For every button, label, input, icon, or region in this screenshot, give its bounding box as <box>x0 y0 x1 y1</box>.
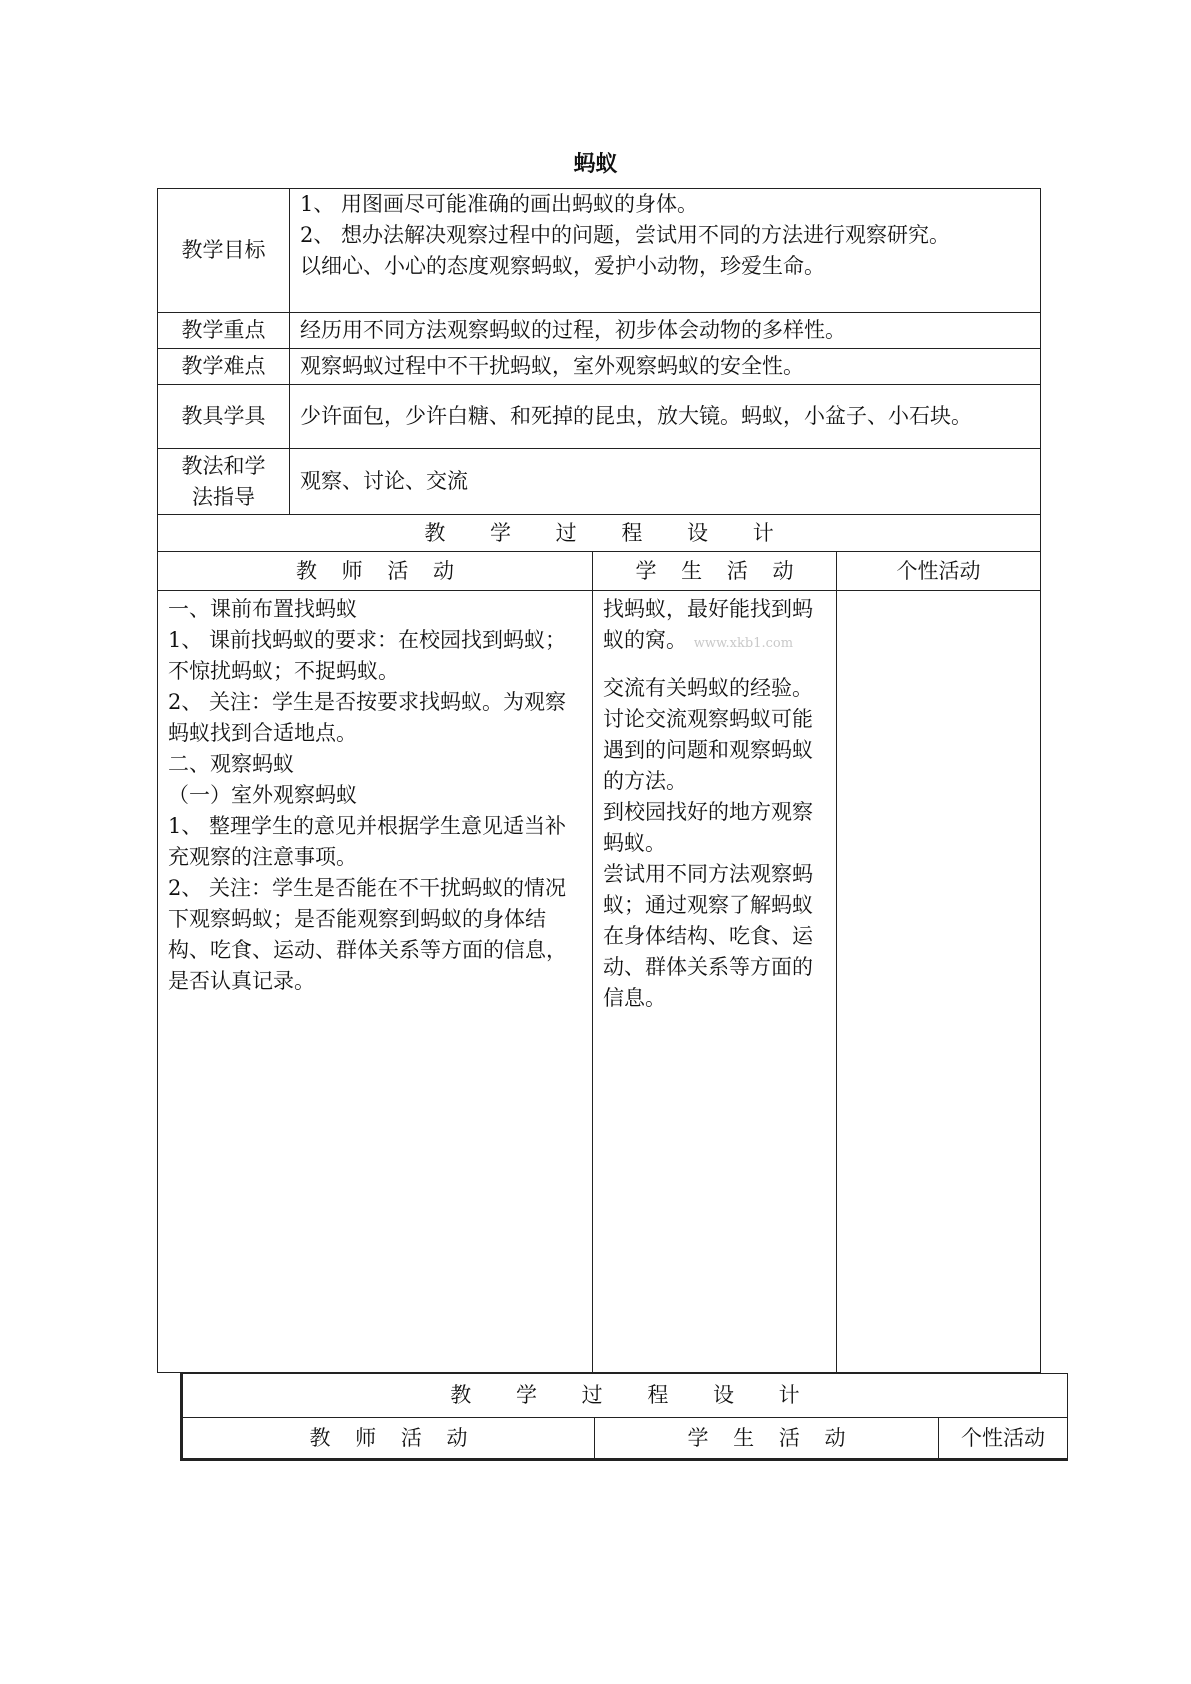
teacher-line: 1、 课前找蚂蚁的要求：在校园找到蚂蚁；不惊扰蚂蚁；不捉蚂蚁。 <box>168 628 567 683</box>
student-header-2: 学 生 活 动 <box>595 1418 939 1460</box>
difficulty-row <box>158 349 1041 385</box>
student-line-text: 找蚂蚁，最好能找到蚂蚁的窝。 <box>603 597 813 652</box>
teacher-line: 1、 整理学生的意见并根据学生意见适当补充观察的注意事项。 <box>168 814 567 869</box>
teacher-line: 一、课前布置找蚂蚁 <box>168 597 357 621</box>
personal-activities <box>837 591 1041 1373</box>
goal-item: 以细心、小心的态度观察蚂蚁，爱护小动物，珍爱生命。 <box>300 254 825 278</box>
student-line <box>603 594 826 659</box>
lesson-plan-table <box>157 188 1041 1373</box>
process-heading-row <box>158 515 1041 552</box>
student-line: 讨论交流观察蚂蚁可能遇到的问题和观察蚂蚁的方法。 <box>603 707 813 793</box>
process-body-row <box>158 591 1041 1373</box>
teacher-line: 2、 关注：学生是否按要求找蚂蚁。为观察蚂蚁找到合适地点。 <box>168 690 567 745</box>
materials-row <box>158 385 1041 449</box>
personal-header-2: 个性活动 <box>939 1418 1068 1460</box>
process-heading: 教 学 过 程 设 计 <box>158 515 1041 552</box>
method-value: 观察、讨论、交流 <box>290 449 1041 515</box>
teacher-line: 2、 关注：学生是否能在不干扰蚂蚁的情况下观察蚂蚁；是否能观察到蚂蚁的身体结构、吃食、运动、群体关系等方面的信息，是否认真记录。 <box>168 876 567 993</box>
teacher-line: （一）室外观察蚂蚁 <box>168 783 357 807</box>
goals-cell <box>290 189 1041 313</box>
process2-header-row <box>182 1418 1068 1460</box>
teacher-line: 二、观察蚂蚁 <box>168 752 294 776</box>
focus-value: 经历用不同方法观察蚂蚁的过程，初步体会动物的多样性。 <box>290 313 1041 349</box>
method-row <box>158 449 1041 515</box>
teacher-header: 教 师 活 动 <box>158 552 593 591</box>
process2-heading-row <box>182 1374 1068 1418</box>
materials-value: 少许面包，少许白糖、和死掉的昆虫，放大镜。蚂蚁，小盆子、小石块。 <box>290 385 1041 449</box>
goal-item: 2、 想办法解决观察过程中的问题，尝试用不同的方法进行观察研究。 <box>300 223 951 247</box>
teacher-header-2: 教 师 活 动 <box>182 1418 595 1460</box>
goals-label: 教学目标 <box>158 189 290 313</box>
process2-heading: 教 学 过 程 设 计 <box>182 1374 1068 1418</box>
method-label: 教法和学法指导 <box>158 449 290 515</box>
goals-row <box>158 189 1041 313</box>
goal-item: 1、 用图画尽可能准确的画出蚂蚁的身体。 <box>300 192 699 216</box>
difficulty-label: 教学难点 <box>158 349 290 385</box>
personal-header: 个性活动 <box>837 552 1041 591</box>
difficulty-value: 观察蚂蚁过程中不干扰蚂蚁，室外观察蚂蚁的安全性。 <box>290 349 1041 385</box>
student-line: 交流有关蚂蚁的经验。 <box>603 676 813 700</box>
watermark: www.xkb1.com <box>693 636 794 651</box>
materials-label: 教具学具 <box>158 385 290 449</box>
student-line: 尝试用不同方法观察蚂蚁；通过观察了解蚂蚁在身体结构、吃食、运动、群体关系等方面的信息。 <box>603 862 813 1010</box>
student-header: 学 生 活 动 <box>593 552 837 591</box>
process-header-row <box>158 552 1041 591</box>
process-table-2 <box>180 1373 1068 1461</box>
teacher-activities <box>158 591 593 1373</box>
student-activities <box>593 591 837 1373</box>
focus-label: 教学重点 <box>158 313 290 349</box>
student-line: 到校园找好的地方观察蚂蚁。 <box>603 800 813 855</box>
focus-row <box>158 313 1041 349</box>
page-title: 蚂蚁 <box>573 152 618 177</box>
